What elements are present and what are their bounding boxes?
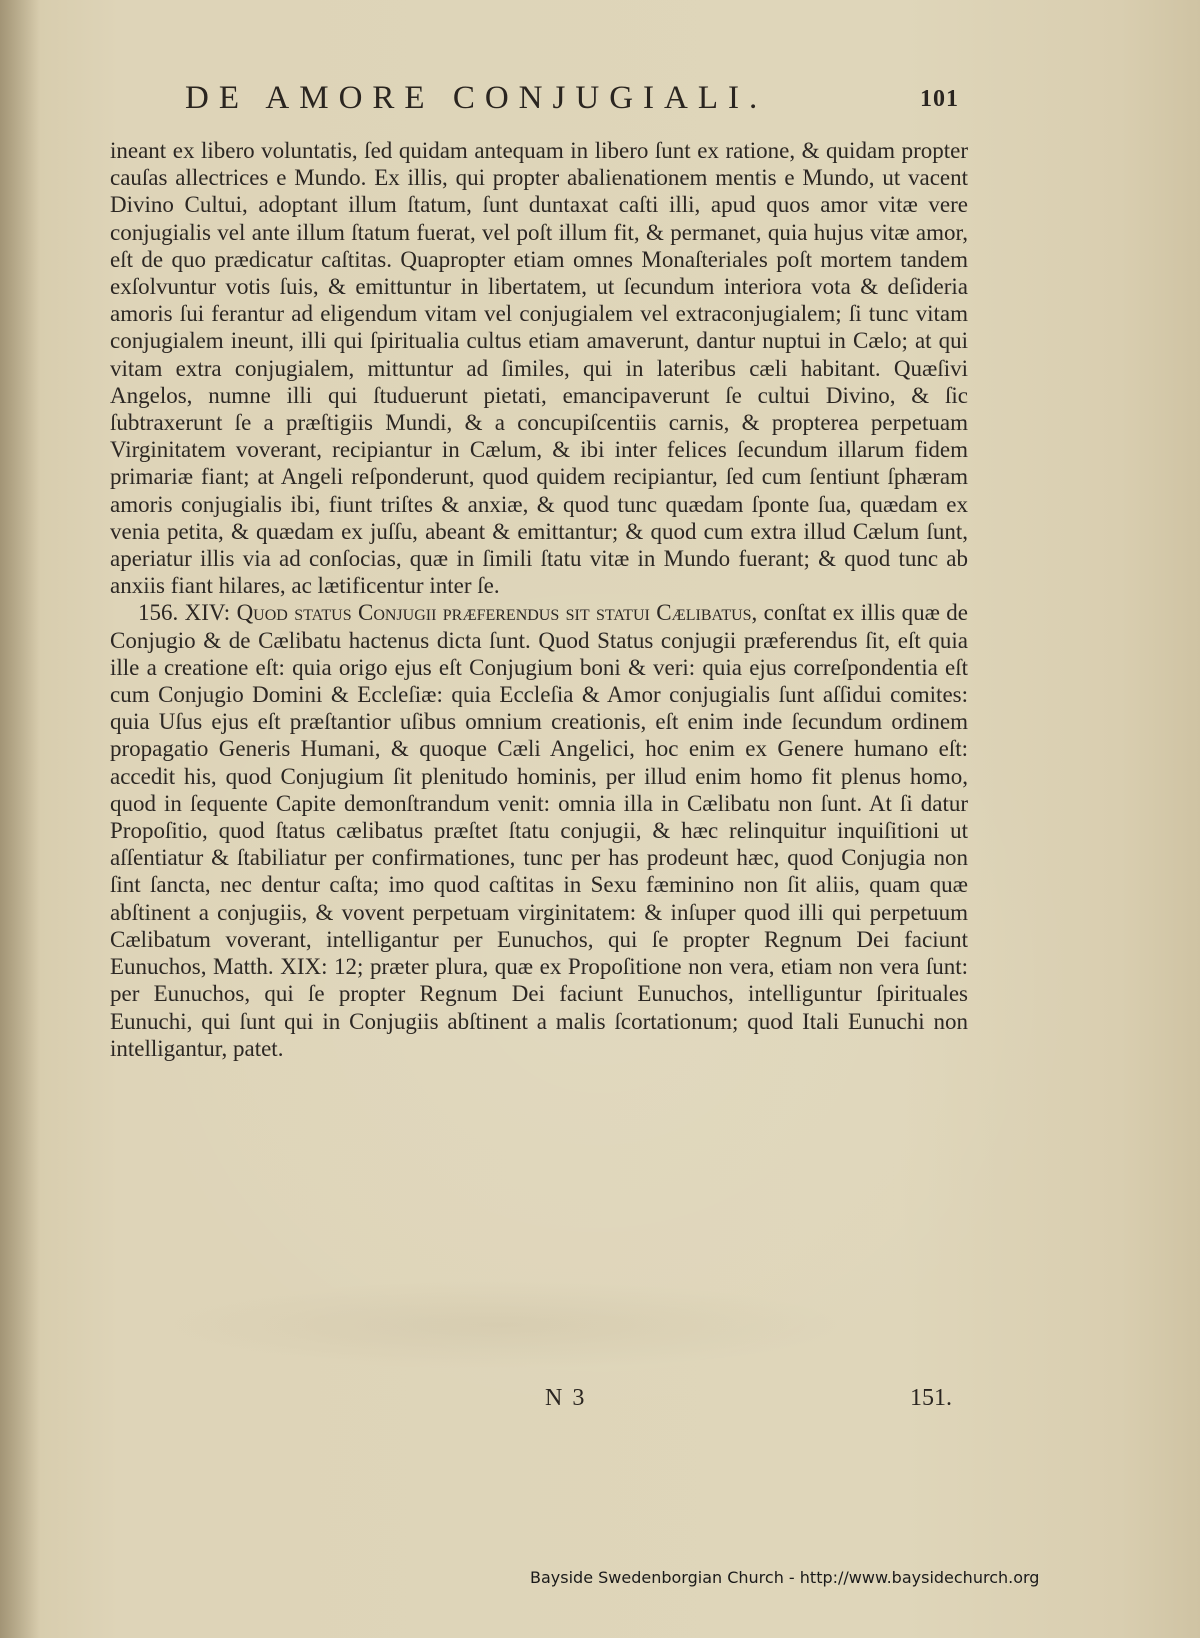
page-number: 101 <box>920 86 959 112</box>
ink-bleed-through <box>150 1280 850 1370</box>
source-credit: Bayside Swedenborgian Church - http://www.baysidechurch.org <box>530 1568 1040 1587</box>
paragraph-body: conſtat ex illis quæ de Conjugio & de Cælibatu hactenus dicta ſunt. Quod Status conjugii præferendus ſit, eſt quia ille a creatione eſt: quia origo ejus eſt Conjugium boni & veri: quia ejus correſpondentia eſt cum Conjugio Domini & Eccleſiæ: quia Eccleſia & Amor conjugialis ſunt aſſidui comites: quia Uſus ejus eſt præſtantior uſibus omnium creationis, eſt enim inde ſecundum ordinem propagatio Generis Humani, & quoque Cæli Angelici, hoc enim ex Genere humano eſt: accedit his, quod Conjugium ſit plenitudo hominis, per illud enim homo fit plenus homo, quod in ſequente Capite demonſtrandum venit: omnia illa in Cælibatu non ſunt. At ſi datur Propoſitio, quod ſtatus cælibatus præſtet ſtatu conjugii, & hæc relinquitur inquiſitioni ut aſſentiatur & ſtabiliatur per confirmationes, tunc per has prodeunt hæc, quod Conjugia non ſint ſancta, nec dentur caſta; imo quod caſtitas in Sexu fæminino non ſit aliis, quam quæ abſtinent a conjugiis, & vovent perpetuam virginitatem: & inſuper quod illi qui perpetuum Cælibatum voverant, intelligantur per Eunuchos, qui ſe propter Regnum Dei faciunt Eunuchos, Matth. XIX: 12; præter plura, quæ ex Propoſitione non vera, etiam non vera ſunt: per Eunuchos, qui ſe propter Regnum Dei faciunt Eunuchos, intelliguntur ſpirituales Eunuchi, qui ſunt qui in Conjugiis abſtinent a malis ſcortationum; quod Itali Eunuchi non intelligantur, patet. <box>110 600 969 1061</box>
catchword: 151. <box>910 1385 952 1411</box>
paragraph-156 <box>110 599 968 1061</box>
running-title: DE AMORE CONJUGIALI. <box>185 80 768 116</box>
signature-mark: N 3 <box>545 1385 587 1411</box>
paragraph-number: 156. XIV: <box>138 600 231 626</box>
paragraph-continued: ineant ex libero voluntatis, ſed quidam antequam in libero ſunt ex ratione, & quidam propter cauſas allectrices e Mundo. Ex illis, qui propter abalienationem mentis e Mundo, ut vacent Divino Cultui, adoptant illum ſtatum, ſunt duntaxat caſti illi, apud quos amor vitæ vere conjugialis vel ante illum ſtatum fuerat, vel poſt illum fit, & permanet, quia hujus vitæ amor, eſt de quo prædicatur caſtitas. Quapropter etiam omnes Monaſteriales poſt mortem tandem exſolvuntur votis ſuis, & emittuntur in libertatem, ut ſecundum interiora vota & deſideria amoris ſui ferantur ad eligendum vitam vel conjugialem vel extraconjugialem; ſi tunc vitam conjugialem ineunt, illi qui ſpiritualia cultus etiam amaverunt, dantur nuptui in Cælo; at qui vitam extra conjugialem, mittuntur ad ſimiles, qui in lateribus cæli habitant. Quæſivi Angelos, numne illi qui ſtuduerunt pietati, emancipaverunt ſe cultui Divino, & ſic ſubtraxerunt ſe a præſtigiis Mundi, & a concupiſcentiis carnis, & propterea perpetuam Virginitatem voverant, recipiantur in Cælum, & ibi inter felices ſecundum illarum fidem primariæ fiant; at Angeli reſponderunt, quod quidem recipiantur, ſed cum ſentiunt ſphæram amoris conjugialis ibi, fiunt triſtes & anxiæ, & quod tunc quædam ſponte ſua, quædam ex venia petita, & quædam ex juſſu, abeant & emittantur; & quod cum extra illud Cælum ſunt, aperiatur illis via ad conſocias, quæ in ſimili ſtatu vitæ in Mundo fuerant; & quod tunc ab anxiis fiant hilares, ac lætificentur inter ſe. <box>110 138 968 599</box>
proposition-heading: Quod status Conjugii præferendus sit statui Cælibatus, <box>236 600 758 626</box>
gutter-shadow <box>0 0 40 1638</box>
body-text <box>110 137 968 1062</box>
